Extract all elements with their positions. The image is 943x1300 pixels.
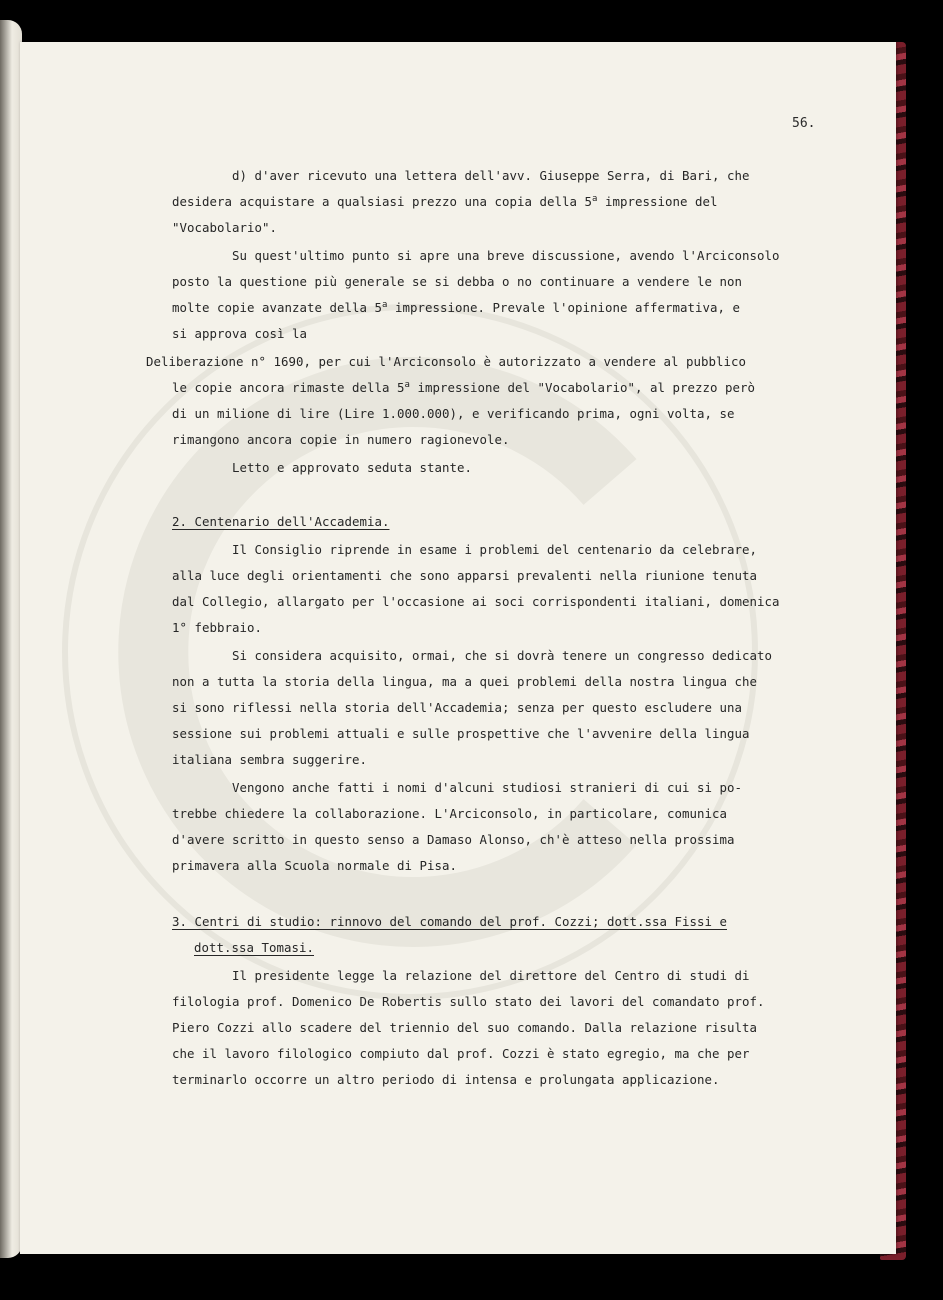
section-heading: 3. Centri di studio: rinnovo del comando del prof. Cozzi; dott.ssa Fissi e	[172, 914, 727, 929]
section-heading: 2. Centenario dell'Accademia.	[172, 514, 390, 529]
text-line: terminarlo occorre un altro periodo di intensa e prolungata applicazione.	[172, 1072, 720, 1087]
text-line: Il presidente legge la relazione del direttore del Centro di studi di	[232, 968, 750, 983]
superscript-a: a	[404, 380, 410, 390]
document-page	[20, 42, 896, 1254]
text-line: di un milione di lire (Lire 1.000.000), e verificando prima, ogni volta, se	[172, 406, 735, 421]
text-line: le copie ancora rimaste della 5$^a$ impressione del "Vocabolario", al prezzo però	[172, 380, 755, 396]
text-line: Piero Cozzi allo scadere del triennio del suo comando. Dalla relazione risulta	[172, 1020, 757, 1035]
text-line: italiana sembra suggerire.	[172, 752, 367, 767]
superscript-a: a	[382, 300, 388, 310]
text-line: "Vocabolario".	[172, 220, 277, 235]
text-line: 1° febbraio.	[172, 620, 262, 635]
text-line: molte copie avanzate della 5$^a$ impressione. Prevale l'opinione affermativa, e	[172, 300, 740, 316]
text-line: Vengono anche fatti i nomi d'alcuni studiosi stranieri di cui si po-	[232, 780, 742, 795]
text-line: desidera acquistare a qualsiasi prezzo una copia della 5$^a$ impressione del	[172, 194, 718, 210]
text-line: trebbe chiedere la collaborazione. L'Arciconsolo, in particolare, comunica	[172, 806, 727, 821]
superscript-a: a	[592, 194, 598, 204]
text-line: che il lavoro filologico compiuto dal prof. Cozzi è stato egregio, ma che per	[172, 1046, 750, 1061]
page-number: 56.	[792, 116, 816, 131]
text-line: filologia prof. Domenico De Robertis sullo stato dei lavori del comandato prof.	[172, 994, 765, 1009]
text-line: non a tutta la storia della lingua, ma a quei problemi della nostra lingua che	[172, 674, 757, 689]
section-heading: dott.ssa Tomasi.	[194, 940, 314, 955]
text-line: primavera alla Scuola normale di Pisa.	[172, 858, 457, 873]
text-line: Il Consiglio riprende in esame i problemi del centenario da celebrare,	[232, 542, 757, 557]
text-line: Si considera acquisito, ormai, che si dovrà tenere un congresso dedicato	[232, 648, 772, 663]
text-line: dal Collegio, allargato per l'occasione ai soci corrispondenti italiani, domenica	[172, 594, 780, 609]
text-line: si sono riflessi nella storia dell'Accademia; senza per questo escludere una	[172, 700, 742, 715]
deliberation-line: Deliberazione n° 1690, per cui l'Arciconsolo è autorizzato a vendere al pubblico	[146, 354, 746, 369]
text-line: alla luce degli orientamenti che sono apparsi prevalenti nella riunione tenuta	[172, 568, 757, 583]
text-line: d) d'aver ricevuto una lettera dell'avv. Giuseppe Serra, di Bari, che	[232, 168, 750, 183]
text-line: si approva così la	[172, 326, 307, 341]
text-line: posto la questione più generale se si debba o no continuare a vendere le non	[172, 274, 742, 289]
book-binding	[0, 20, 22, 1258]
text-line: Su quest'ultimo punto si apre una breve discussione, avendo l'Arciconsolo	[232, 248, 780, 263]
text-line: sessione sui problemi attuali e sulle prospettive che l'avvenire della lingua	[172, 726, 750, 741]
text-line: Letto e approvato seduta stante.	[232, 460, 472, 475]
text-line: d'avere scritto in questo senso a Damaso Alonso, ch'è atteso nella prossima	[172, 832, 735, 847]
text-line: rimangono ancora copie in numero ragionevole.	[172, 432, 510, 447]
